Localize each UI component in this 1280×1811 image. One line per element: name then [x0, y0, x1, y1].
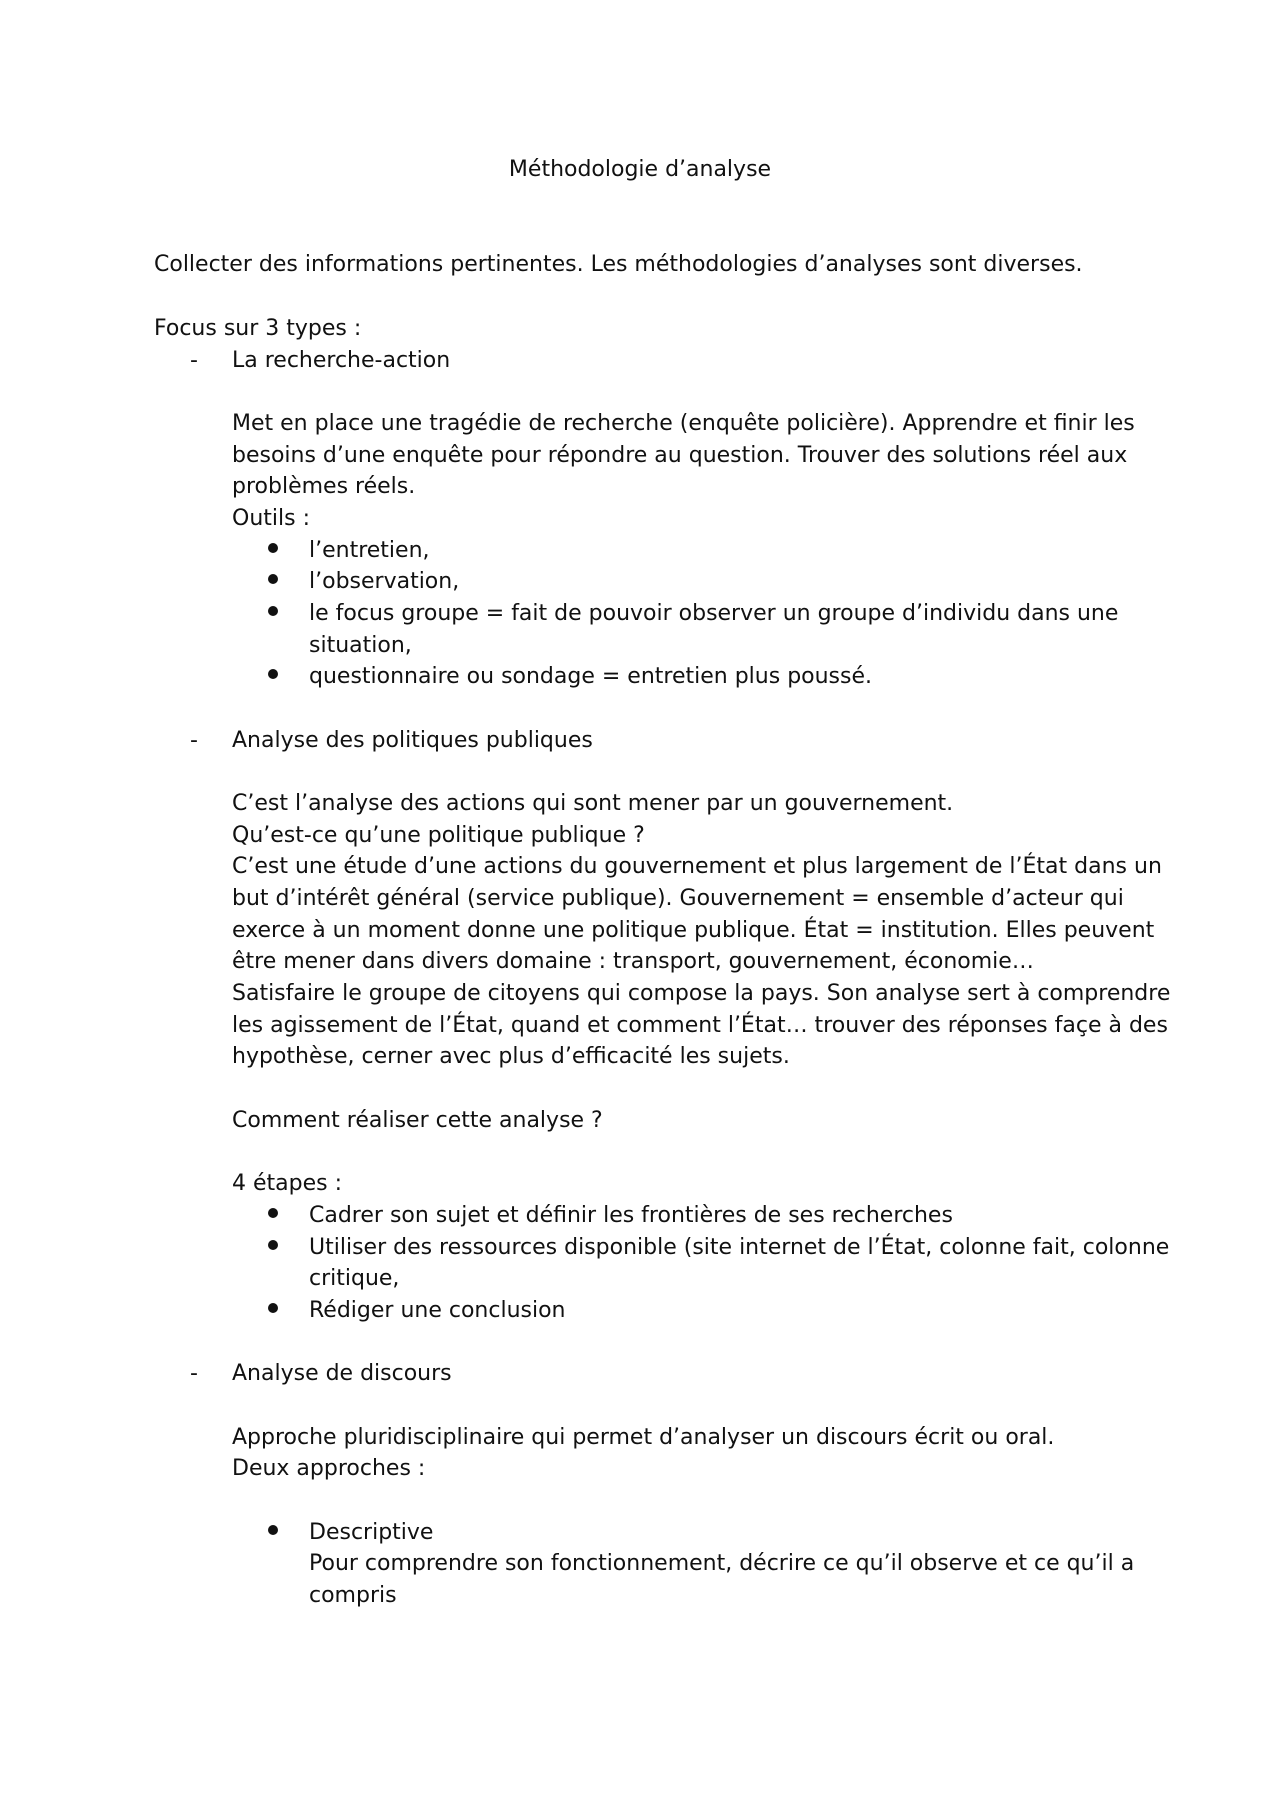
paragraph-line: Satisfaire le groupe de citoyens qui compose la pays. Son analyse sert à comprendre	[232, 981, 1171, 1006]
paragraph-line: C’est une étude d’une actions du gouvernement et plus largement de l’État dans un	[232, 854, 1162, 879]
paragraph-line: Deux approches :	[232, 1456, 426, 1481]
paragraph-line: exerce à un moment donne une politique publique. État = institution. Elles peuvent	[232, 918, 1155, 943]
bullet-icon	[268, 574, 278, 584]
list-item-description: compris	[309, 1583, 397, 1608]
section-heading-recherche-action: La recherche-action	[232, 348, 451, 373]
bullet-icon	[268, 1240, 278, 1250]
paragraph-line: être mener dans divers domaine : transport, gouvernement, économie…	[232, 949, 1034, 974]
bullet-icon	[268, 543, 278, 553]
bullet-icon	[268, 1303, 278, 1313]
list-item: Utiliser des ressources disponible (site internet de l’État, colonne fait, colonne	[309, 1235, 1170, 1260]
dash-marker: -	[190, 348, 198, 373]
paragraph-line: Approche pluridisciplinaire qui permet d’analyser un discours écrit ou oral.	[232, 1425, 1055, 1450]
intro-paragraph: Collecter des informations pertinentes. Les méthodologies d’analyses sont diverses.	[154, 252, 1083, 277]
paragraph-line: Met en place une tragédie de recherche (enquête policière). Apprendre et finir les	[232, 411, 1135, 436]
list-item: questionnaire ou sondage = entretien plus poussé.	[309, 664, 873, 689]
list-item-continuation: situation,	[309, 633, 412, 658]
question-line: Comment réaliser cette analyse ?	[232, 1108, 603, 1133]
paragraph-line: Qu’est-ce qu’une politique publique ?	[232, 823, 645, 848]
bullet-icon	[268, 669, 278, 679]
bullet-icon	[268, 606, 278, 616]
tools-label: Outils :	[232, 506, 310, 531]
focus-label: Focus sur 3 types :	[154, 316, 362, 341]
list-item: Cadrer son sujet et définir les frontières de ses recherches	[309, 1203, 953, 1228]
paragraph-line: C’est l’analyse des actions qui sont mener par un gouvernement.	[232, 791, 954, 816]
steps-label: 4 étapes :	[232, 1171, 342, 1196]
section-heading-analyse-discours: Analyse de discours	[232, 1361, 452, 1386]
paragraph-line: besoins d’une enquête pour répondre au question. Trouver des solutions réel aux	[232, 443, 1128, 468]
dash-marker: -	[190, 728, 198, 753]
bullet-icon	[268, 1525, 278, 1535]
paragraph-line: but d’intérêt général (service publique). Gouvernement = ensemble d’acteur qui	[232, 886, 1124, 911]
paragraph-line: hypothèse, cerner avec plus d’efficacité les sujets.	[232, 1044, 790, 1069]
paragraph-line: problèmes réels.	[232, 474, 416, 499]
list-item-description: Pour comprendre son fonctionnement, décrire ce qu’il observe et ce qu’il a	[309, 1551, 1135, 1576]
list-item: Rédiger une conclusion	[309, 1298, 566, 1323]
section-heading-politiques-publiques: Analyse des politiques publiques	[232, 728, 593, 753]
list-item: l’entretien,	[309, 538, 430, 563]
list-item: Descriptive	[309, 1520, 434, 1545]
bullet-icon	[268, 1208, 278, 1218]
paragraph-line: les agissement de l’État, quand et comment l’État… trouver des réponses façe à des	[232, 1013, 1168, 1038]
list-item: le focus groupe = fait de pouvoir observer un groupe d’individu dans une	[309, 601, 1119, 626]
list-item: l’observation,	[309, 569, 460, 594]
document-title: Méthodologie d’analyse	[508, 157, 772, 182]
list-item-continuation: critique,	[309, 1266, 400, 1291]
dash-marker: -	[190, 1361, 198, 1386]
